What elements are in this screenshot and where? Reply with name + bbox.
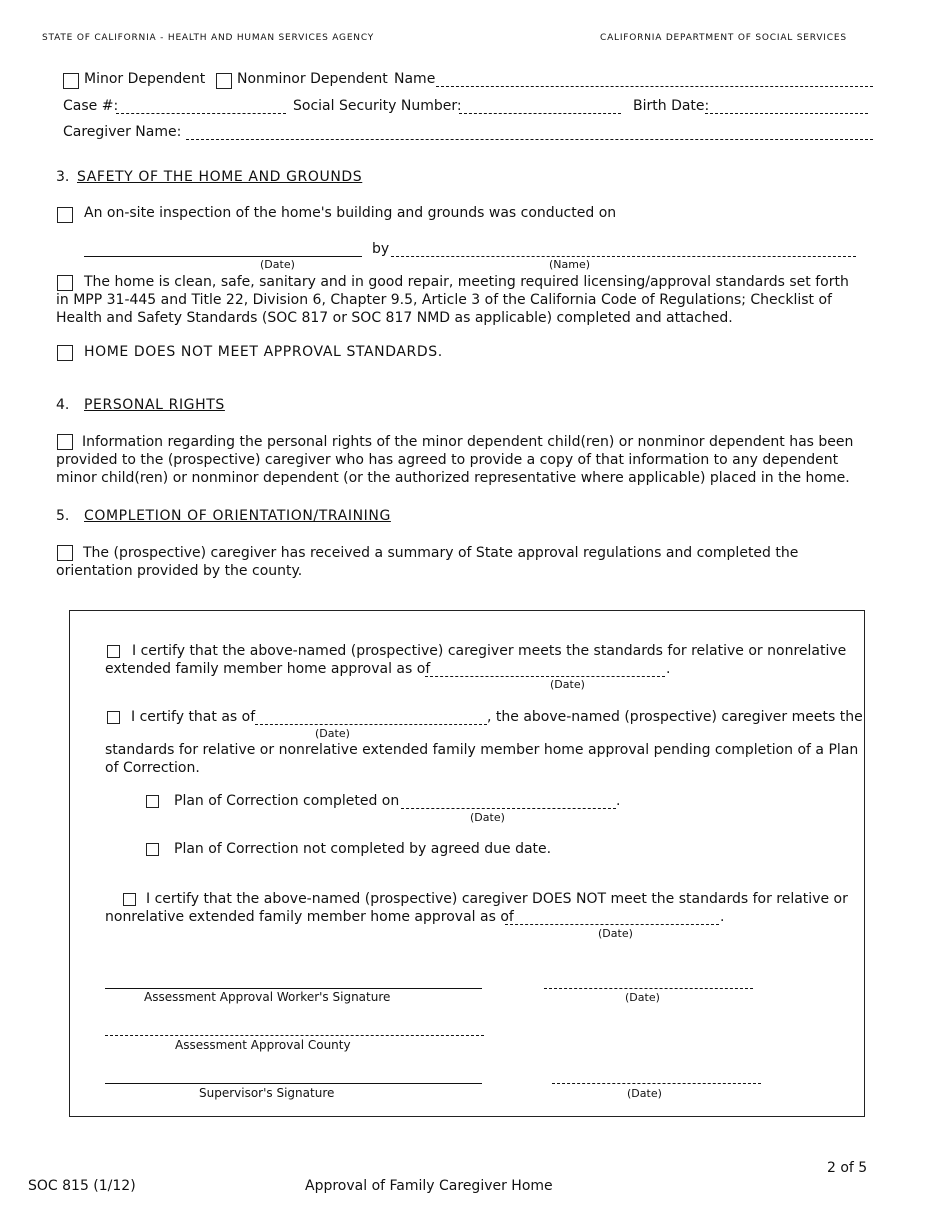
form-title: Approval of Family Caregiver Home — [305, 1178, 553, 1194]
inspection-date-field[interactable] — [84, 256, 362, 257]
minor-dependent-checkbox[interactable] — [63, 73, 79, 89]
inspection-date-caption: (Date) — [260, 258, 295, 271]
section3-title: SAFETY OF THE HOME AND GROUNDS — [77, 169, 363, 185]
worker-date-caption: (Date) — [625, 991, 660, 1004]
cert-pending-date-field[interactable] — [255, 724, 487, 725]
cert-meets-line2: extended family member home approval as of — [105, 661, 431, 677]
poc-completed-date-caption: (Date) — [470, 811, 505, 824]
supervisor-signature-field[interactable] — [105, 1083, 482, 1084]
cert-meets-date-field[interactable] — [425, 676, 665, 677]
poc-completed-period: . — [616, 793, 621, 809]
cert-not-meet-date-field[interactable] — [505, 924, 719, 925]
cert-pending-suffix: , the above-named (prospective) caregiver meets the — [487, 709, 863, 725]
worker-signature-field[interactable] — [105, 988, 482, 989]
agency-header: STATE OF CALIFORNIA - HEALTH AND HUMAN SERVICES AGENCY — [42, 33, 375, 43]
worker-signature-label: Assessment Approval Worker's Signature — [144, 990, 391, 1004]
cert-pending-rest: standards for relative or nonrelative extended family member home approval pending completion of a Plan of Correction. — [105, 742, 859, 776]
cert-meets-line1: I certify that the above-named (prospective) caregiver meets the standards for relative or nonrelative — [132, 643, 847, 659]
case-label: Case #: — [63, 98, 119, 114]
inspector-name-caption: (Name) — [549, 258, 591, 271]
section4-number: 4. — [56, 397, 70, 413]
cert-meets-date-caption: (Date) — [550, 678, 585, 691]
department-header: CALIFORNIA DEPARTMENT OF SOCIAL SERVICES — [600, 33, 847, 43]
name-field[interactable] — [436, 86, 873, 87]
nonminor-dependent-checkbox[interactable] — [216, 73, 232, 89]
cert-pending-date-caption: (Date) — [315, 727, 350, 740]
cert-not-meet-line2: nonrelative extended family member home approval as of — [105, 909, 514, 925]
minor-dependent-label: Minor Dependent — [84, 71, 206, 87]
inspector-name-field[interactable] — [391, 256, 856, 257]
page-number: 2 of 5 — [827, 1160, 868, 1176]
ssn-label: Social Security Number: — [293, 98, 462, 114]
section3-number: 3. — [56, 169, 70, 185]
supervisor-date-caption: (Date) — [627, 1087, 662, 1100]
caregiver-name-label: Caregiver Name: — [63, 124, 182, 140]
poc-not-completed-checkbox[interactable] — [146, 843, 159, 856]
cert-not-meet-line1: I certify that the above-named (prospective) caregiver DOES NOT meet the standards for relative or — [146, 891, 848, 907]
poc-not-completed-label: Plan of Correction not completed by agreed due date. — [174, 841, 552, 857]
cert-not-meet-checkbox[interactable] — [123, 893, 136, 906]
cert-meets-checkbox[interactable] — [107, 645, 120, 658]
poc-completed-checkbox[interactable] — [146, 795, 159, 808]
poc-completed-date-field[interactable] — [401, 808, 616, 809]
section5-number: 5. — [56, 508, 70, 524]
form-id: SOC 815 (1/12) — [28, 1178, 136, 1194]
section5-title: COMPLETION OF ORIENTATION/TRAINING — [84, 508, 391, 524]
section4-title: PERSONAL RIGHTS — [84, 397, 225, 413]
poc-completed-label: Plan of Correction completed on — [174, 793, 400, 809]
home-not-meet-text: HOME DOES NOT MEET APPROVAL STANDARDS. — [84, 344, 443, 360]
cert-not-meet-date-caption: (Date) — [598, 927, 633, 940]
supervisor-signature-label: Supervisor's Signature — [199, 1086, 335, 1100]
cert-not-meet-period: . — [720, 909, 725, 925]
by-label: by — [372, 241, 390, 257]
cert-pending-checkbox[interactable] — [107, 711, 120, 724]
caregiver-name-field[interactable] — [186, 139, 873, 140]
cert-pending-prefix: I certify that as of — [131, 709, 256, 725]
home-meets-text: The home is clean, safe, sanitary and in good repair, meeting required licensing/approval standards set forth in MPP 31-445 and Title 22, Division 6, Chapter 9.5, Article 3 of the California Code of Regulations; Checklist of Health and Safety Standards (SOC 817 or SOC 817 NMD as applicable) completed and attached. — [56, 274, 849, 326]
worker-date-field[interactable] — [544, 988, 753, 989]
inspection-text: An on-site inspection of the home's building and grounds was conducted on — [84, 205, 617, 221]
nonminor-dependent-label: Nonminor Dependent — [237, 71, 388, 87]
inspection-checkbox[interactable] — [57, 207, 73, 223]
name-label: Name — [394, 71, 436, 87]
birth-date-field[interactable] — [705, 113, 868, 114]
county-field[interactable] — [105, 1035, 484, 1036]
home-not-meet-checkbox[interactable] — [57, 345, 73, 361]
cert-meets-period: . — [666, 661, 671, 677]
personal-rights-text: Information regarding the personal rights of the minor dependent child(ren) or nonminor dependent has been provided to the (prospective) caregiver who has agreed to provide a copy of that information to any dependent minor child(ren) or nonminor dependent (or the authorized representative where applicable) placed in the home. — [56, 434, 854, 486]
orientation-text: The (prospective) caregiver has received a summary of State approval regulations and completed the orientation provided by the county. — [56, 545, 799, 579]
ssn-field[interactable] — [459, 113, 621, 114]
county-label: Assessment Approval County — [175, 1038, 351, 1052]
supervisor-date-field[interactable] — [552, 1083, 761, 1084]
birth-date-label: Birth Date: — [633, 98, 710, 114]
case-field[interactable] — [116, 113, 286, 114]
